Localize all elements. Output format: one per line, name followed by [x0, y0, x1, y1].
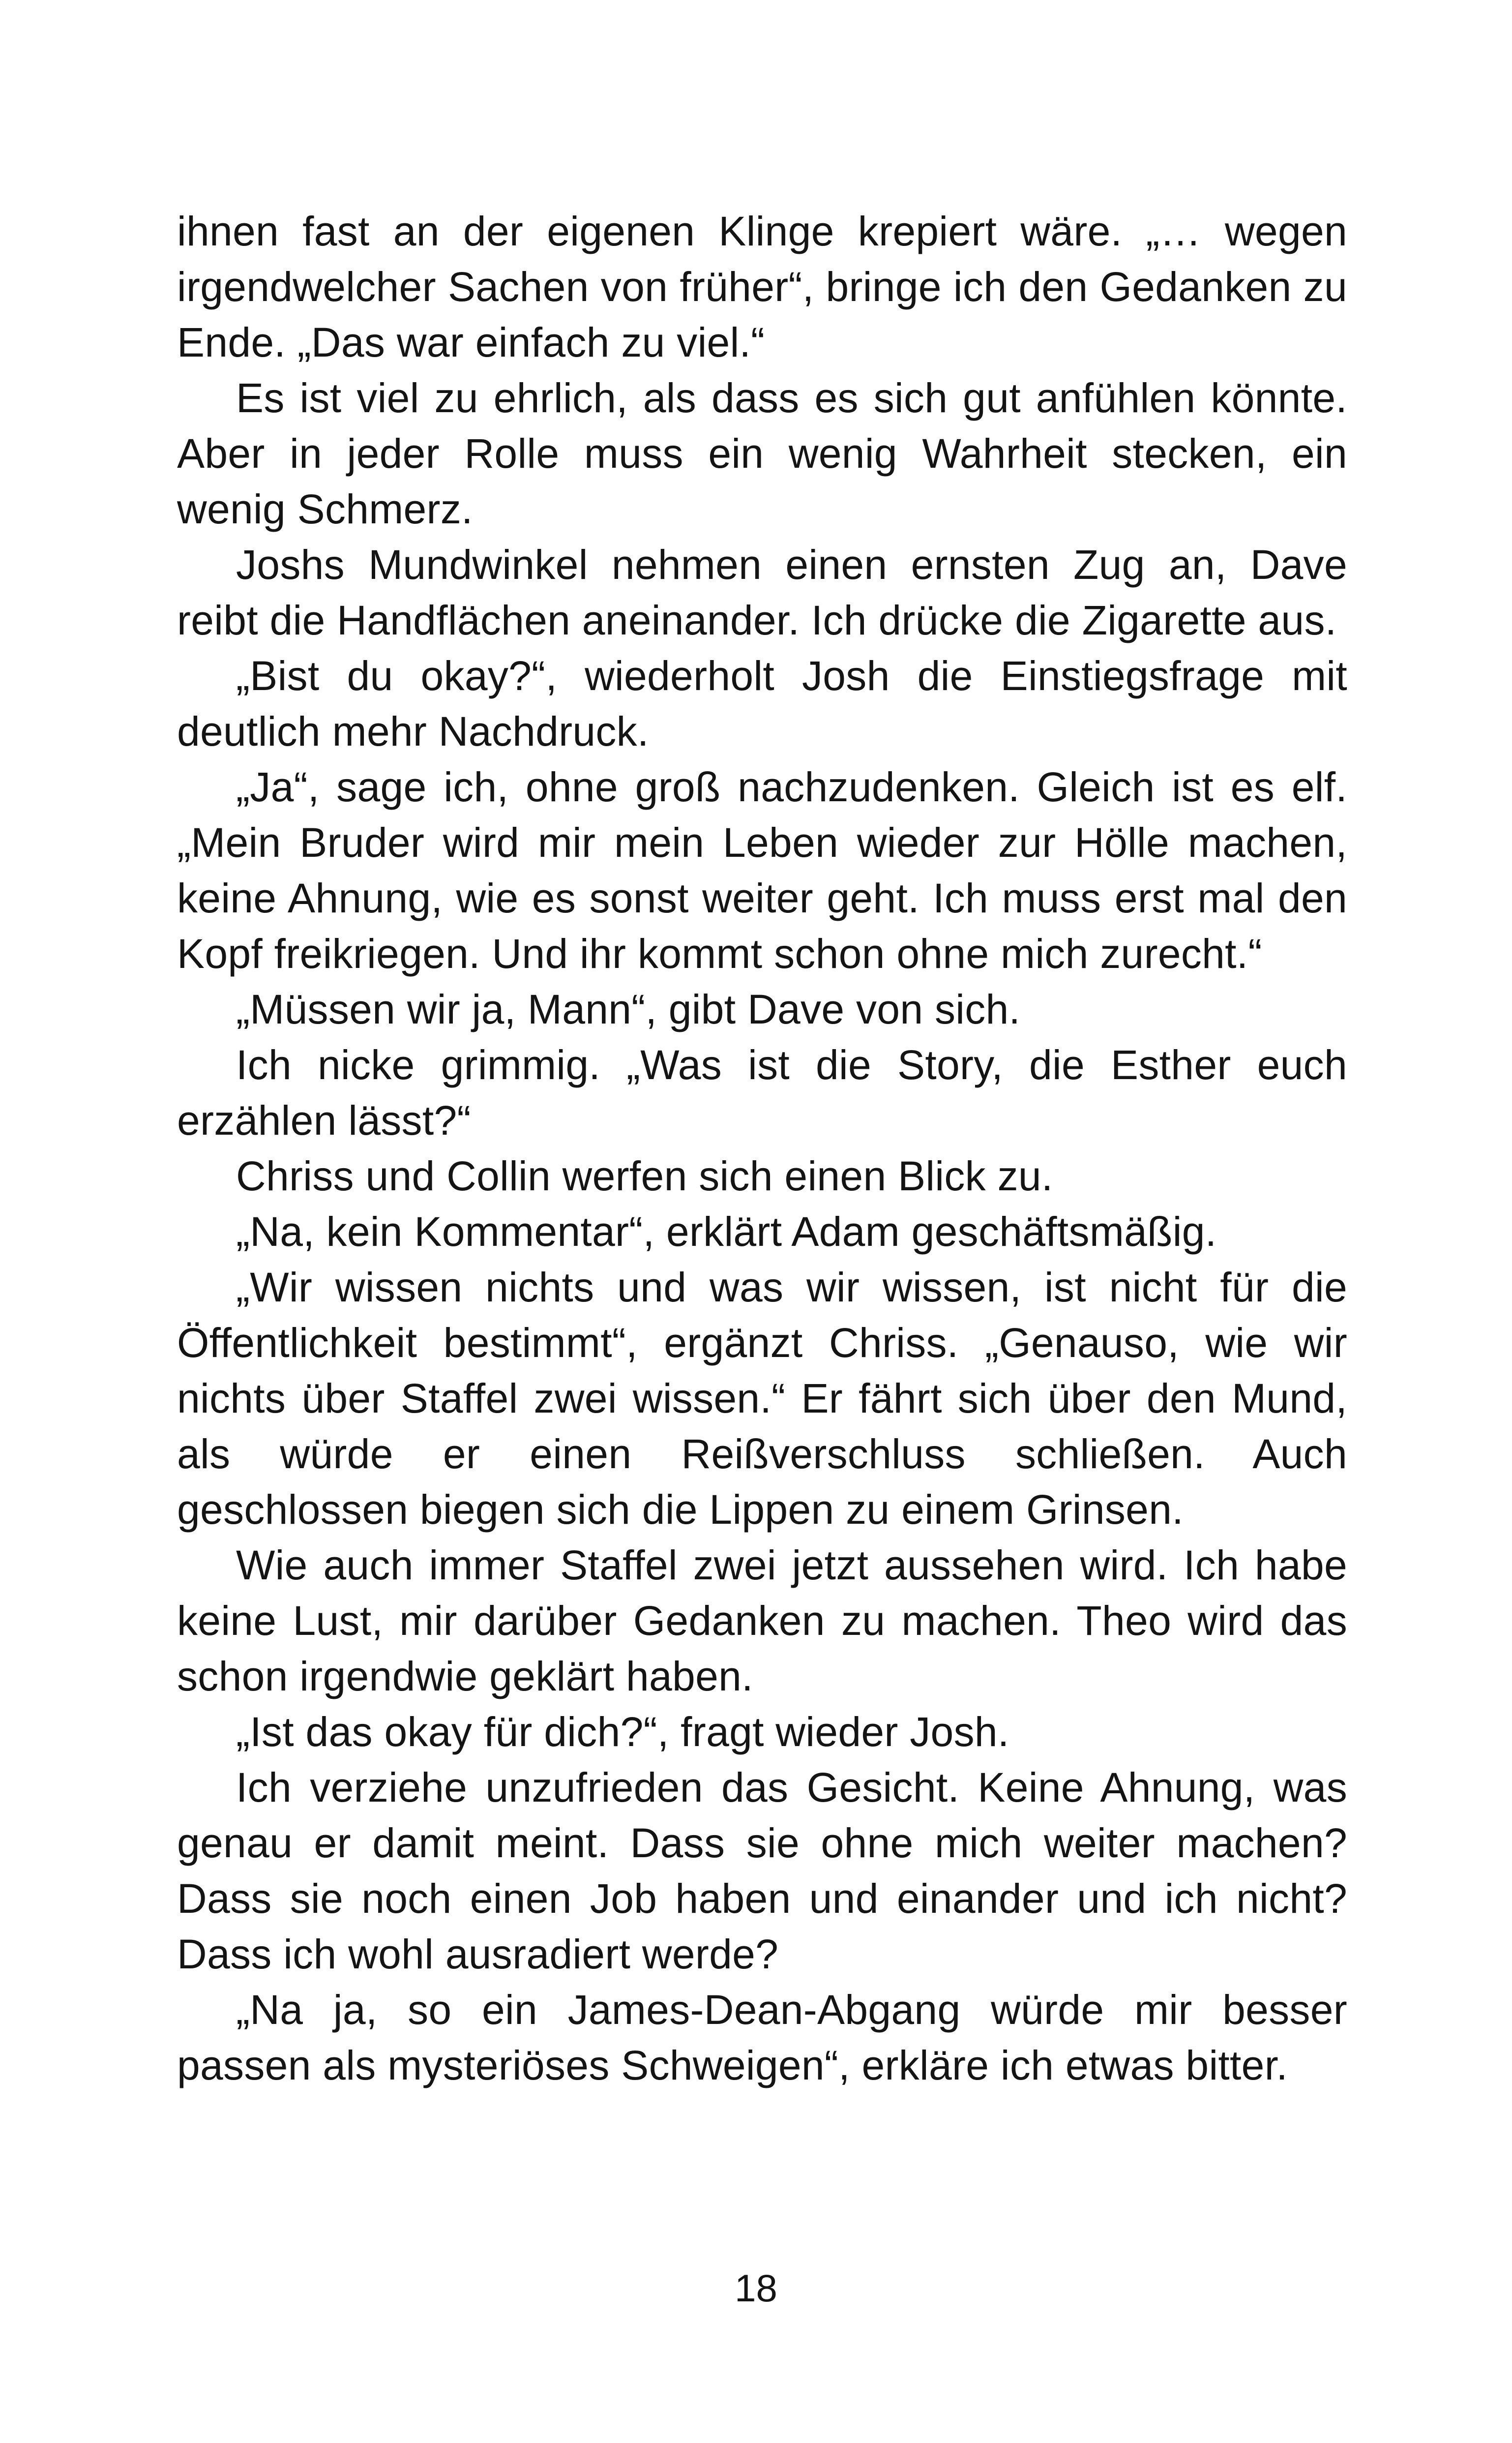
- paragraph: „Wir wissen nichts und was wir wissen, ist nicht für die Öffentlichkeit bestimmt“, ergänzt Chriss. „Genauso, wie wir nichts über Staffel zwei wissen.“ Er fährt sich über den Mund, als würde er einen Reißverschluss schließen. Auch geschlossen biegen sich die Lippen zu einem Grinsen.: [177, 1264, 1347, 1533]
- paragraph: „Ja“, sage ich, ohne groß nachzudenken. Gleich ist es elf. „Mein Bruder wird mir mein Leben wieder zur Hölle machen, keine Ahnung, wie es sonst weiter geht. Ich muss erst mal den Kopf freikriegen. Und ihr kommt schon ohne mich zurecht.“: [177, 764, 1347, 977]
- paragraph: Joshs Mundwinkel nehmen einen ernsten Zug an, Dave reibt die Handflächen aneinander. Ich drücke die Zigarette aus.: [177, 542, 1347, 643]
- paragraph: „Na ja, so ein James-Dean-Abgang würde mir besser passen als mysteriöses Schweigen“, erkläre ich etwas bitter.: [177, 1987, 1347, 2088]
- paragraph: „Bist du okay?“, wiederholt Josh die Einstiegsfrage mit deutlich mehr Nachdruck.: [177, 653, 1347, 754]
- paragraph: Es ist viel zu ehrlich, als dass es sich gut anfühlen könnte. Aber in jeder Rolle muss ein wenig Wahrheit stecken, ein wenig Schmerz.: [177, 375, 1347, 532]
- paragraph: „Müssen wir ja, Mann“, gibt Dave von sich.: [236, 986, 1021, 1032]
- paragraph-continuation: ihnen fast an der eigenen Klinge krepiert wäre. „… wegen irgendwelcher Sachen von früher“, bringe ich den Gedanken zu Ende. „Das war einfach zu viel.“: [177, 208, 1347, 365]
- paragraph: Chriss und Collin werfen sich einen Blick zu.: [236, 1153, 1053, 1199]
- paragraph: Wie auch immer Staffel zwei jetzt aussehen wird. Ich habe keine Lust, mir darüber Gedanken zu machen. Theo wird das schon irgendwie geklärt haben.: [177, 1542, 1347, 1699]
- paragraph: „Na, kein Kommentar“, erklärt Adam geschäftsmäßig.: [236, 1208, 1217, 1255]
- paragraph: „Ist das okay für dich?“, fragt wieder Josh.: [236, 1709, 1009, 1755]
- page-number: 18: [735, 2266, 777, 2310]
- paragraph: Ich nicke grimmig. „Was ist die Story, die Esther euch erzählen lässt?“: [177, 1042, 1347, 1144]
- book-page-body: [177, 204, 1347, 2093]
- paragraph: Ich verziehe unzufrieden das Gesicht. Keine Ahnung, was genau er damit meint. Dass sie ohne mich weiter machen? Dass sie noch einen Job haben und einander und ich nicht? Dass ich wohl ausradiert werde?: [177, 1764, 1347, 1977]
